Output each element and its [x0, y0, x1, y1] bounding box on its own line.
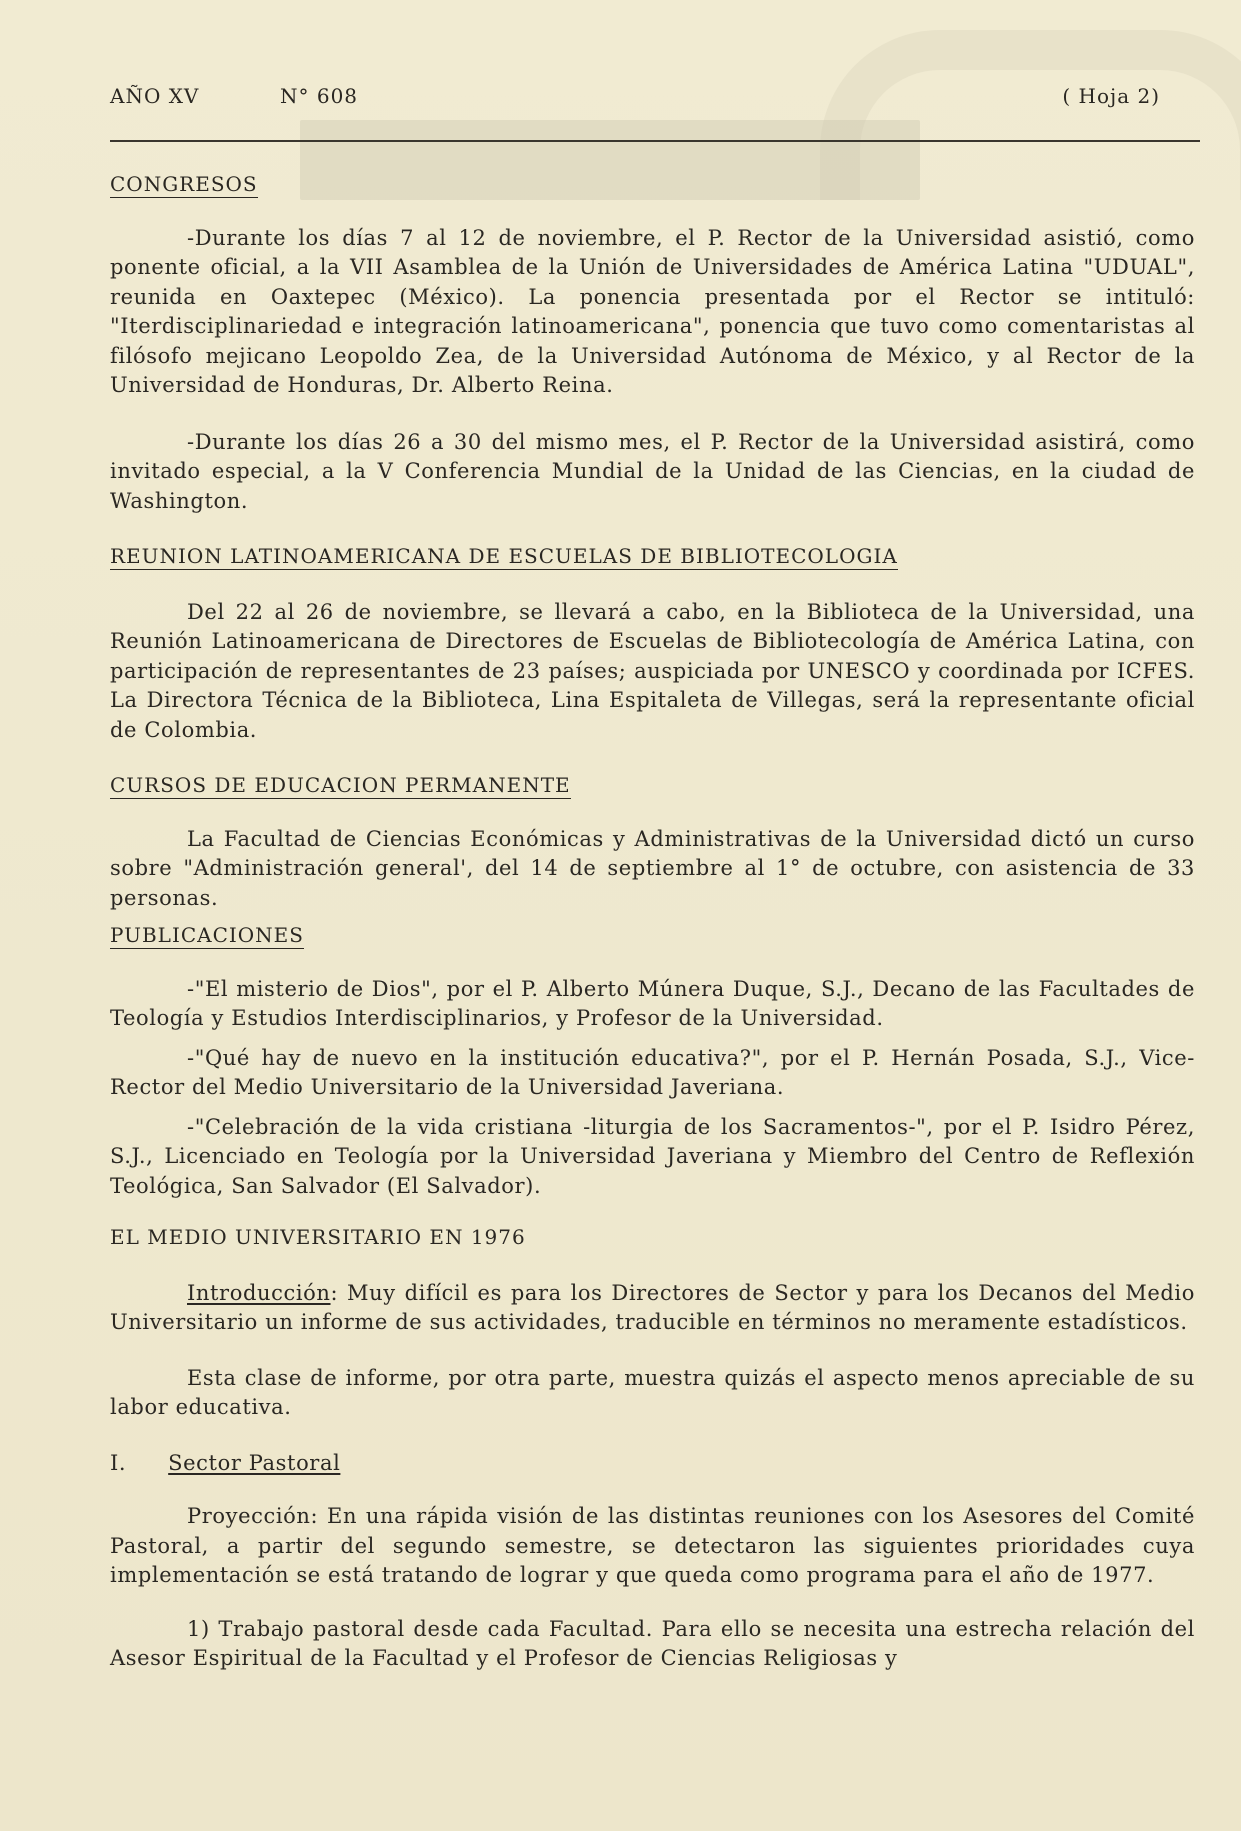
- medio-paragraph-4: 1) Trabajo pastoral desde cada Facultad. Para ello se necesita una estrecha relación del Asesor Espiritual de la Facultad y el Profesor de Ciencias Religiosas y: [110, 1616, 1195, 1670]
- section-title-reunion: REUNION LATINOAMERICANA DE ESCUELAS DE BIBLIOTECOLOGIA: [110, 544, 898, 568]
- cursos-paragraph-1: La Facultad de Ciencias Económicas y Administrativas de la Universidad dictó un curso sobre "Administración general', del 14 de septiembre al 1° de octubre, con asistencia de 33 personas.: [110, 826, 1195, 910]
- sector-number: I.: [110, 1450, 127, 1475]
- intro-text: : Muy difícil es para los Directores de Sector y para los Decanos del Medio Universitario un informe de sus actividades, traducible en términos no meramente estadísticos.: [110, 1280, 1195, 1334]
- publicaciones-item-3: -"Celebración de la vida cristiana -liturgia de los Sacramentos-", por el P. Isidro Pérez, S.J., Licenciado en Teología por la Universidad Javeriana y Miembro del Centro de Reflexión Teológica, San Salvador (El Salvador).: [110, 1114, 1195, 1198]
- congresos-paragraph-2: -Durante los días 26 a 30 del mismo mes, el P. Rector de la Universidad asistirá, como invitado especial, a la V Conferencia Mundial de la Unidad de las Ciencias, en la ciudad de Washington.: [110, 429, 1195, 513]
- section-title-medio: EL MEDIO UNIVERSITARIO EN 1976: [110, 1225, 526, 1249]
- header-divider: [110, 140, 1200, 142]
- page-header: [110, 78, 1160, 114]
- sector-heading: [110, 1449, 1195, 1479]
- congresos-paragraph-1: -Durante los días 7 al 12 de noviembre, el P. Rector de la Universidad asistió, como ponente oficial, a la VII Asamblea de la Unión de Universidades de América Latina "UDUAL", reunida en Oaxtepec (México). La ponencia presentada por el Rector se intituló: "Iterdisciplinariedad e integración latinoamericana", ponencia que tuvo como comentaristas al filósofo mejicano Leopoldo Zea, de la Universidad Autónoma de México, y al Rector de la Universidad de Honduras, Dr. Alberto Reina.: [110, 225, 1195, 397]
- section-title-cursos: CURSOS DE EDUCACION PERMANENTE: [110, 773, 571, 797]
- sheet-label: ( Hoja 2): [1062, 84, 1160, 108]
- medio-paragraph-2: Esta clase de informe, por otra parte, muestra quizás el aspecto menos apreciable de su labor educativa.: [110, 1365, 1195, 1419]
- section-title-publicaciones: PUBLICACIONES: [110, 923, 304, 947]
- reunion-paragraph-1: Del 22 al 26 de noviembre, se llevará a cabo, en la Biblioteca de la Universidad, una Reunión Latinoamericana de Directores de Escuelas de Bibliotecología de América Latina, con participación de representantes de 23 países; auspiciada por UNESCO y coordinada por ICFES. La Directora Técnica de la Biblioteca, Lina Espitaleta de Villegas, será la representante oficial de Colombia.: [110, 599, 1195, 742]
- publicaciones-item-2: -"Qué hay de nuevo en la institución educativa?", por el P. Hernán Posada, S.J., Vice-Rector del Medio Universitario de la Universidad Javeriana.: [110, 1045, 1195, 1099]
- intro-label: Introducción: [187, 1280, 331, 1305]
- medio-intro-paragraph: [110, 1279, 1195, 1338]
- year-label: AÑO XV: [110, 84, 200, 108]
- document-body: [110, 170, 1195, 1674]
- sector-title: Sector Pastoral: [168, 1450, 341, 1475]
- section-title-congresos: CONGRESOS: [110, 172, 258, 196]
- publicaciones-item-1: -"El misterio de Dios", por el P. Alberto Múnera Duque, S.J., Decano de las Facultades de Teología y Estudios Interdisciplinarios, y Profesor de la Universidad.: [110, 976, 1195, 1030]
- issue-number: N° 608: [280, 84, 359, 108]
- medio-paragraph-3: Proyección: En una rápida visión de las distintas reuniones con los Asesores del Comité Pastoral, a partir del segundo semestre, se detectaron las siguientes prioridades cuya implementación se está tratando de lograr y que queda como programa para el año de 1977.: [110, 1504, 1195, 1587]
